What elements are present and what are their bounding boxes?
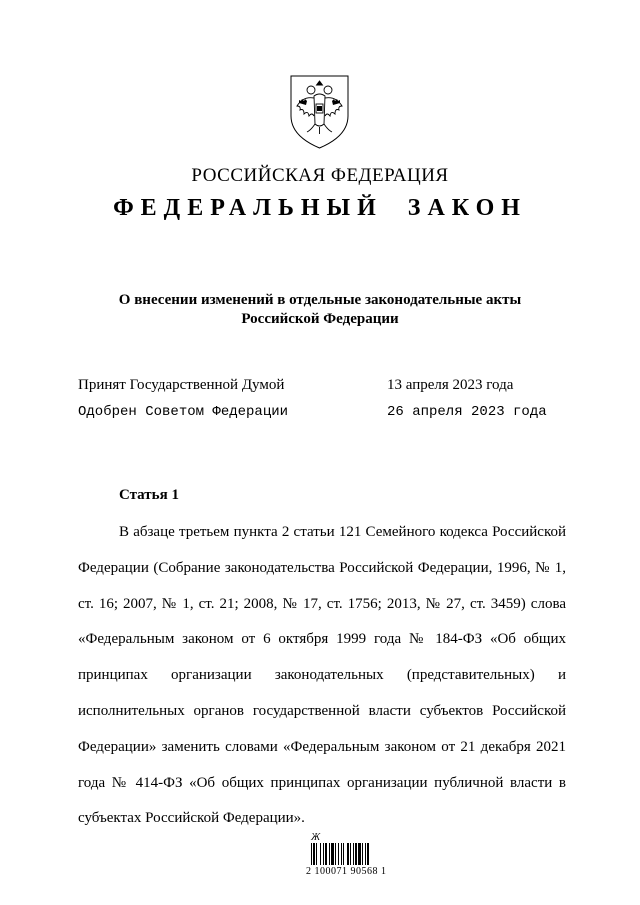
law-title xyxy=(60,291,580,329)
council-label: Одобрен Советом Федерации xyxy=(78,404,289,420)
article-paragraph: В абзаце третьем пункта 2 статьи 121 Семейного кодекса Российской Федерации (Собрание законодательства Российской Федерации, 1996, № 1, ст. 16; 2007, № 1, ст. 21; 2008, № 17, ст. 1756; 2013, № 27, ст. 3459) слова «Федеральным законом от 6 октября 1999 года № 184-ФЗ «Об общих принципах организации законодательных (представительных) и исполнительных органов государственной власти субъектов Российской Федерации» заменить словами «Федеральным законом от 21 декабря 2021 года № 414-ФЗ «Об общих принципах организации публичной власти в субъектах Российской Федерации». xyxy=(78,524,566,827)
barcode-number: 2 100071 90568 1 xyxy=(306,866,387,877)
document-type: ФЕДЕРАЛЬНЫЙ ЗАКОН xyxy=(113,195,527,221)
coat-of-arms-icon xyxy=(287,72,352,152)
article-body xyxy=(78,515,566,837)
article-heading: Статья 1 xyxy=(119,487,179,503)
duma-date: 13 апреля 2023 года xyxy=(387,377,514,393)
barcode-icon xyxy=(311,843,387,865)
duma-label: Принят Государственной Думой xyxy=(78,377,285,393)
country-name: РОССИЙСКАЯ ФЕДЕРАЦИЯ xyxy=(191,165,449,186)
law-title-line-2: Российской Федерации xyxy=(241,311,399,327)
council-date: 26 апреля 2023 года xyxy=(387,404,547,420)
law-title-line-1: О внесении изменений в отдельные законодательные акты xyxy=(118,292,522,308)
signature-mark: Ж xyxy=(311,832,321,843)
